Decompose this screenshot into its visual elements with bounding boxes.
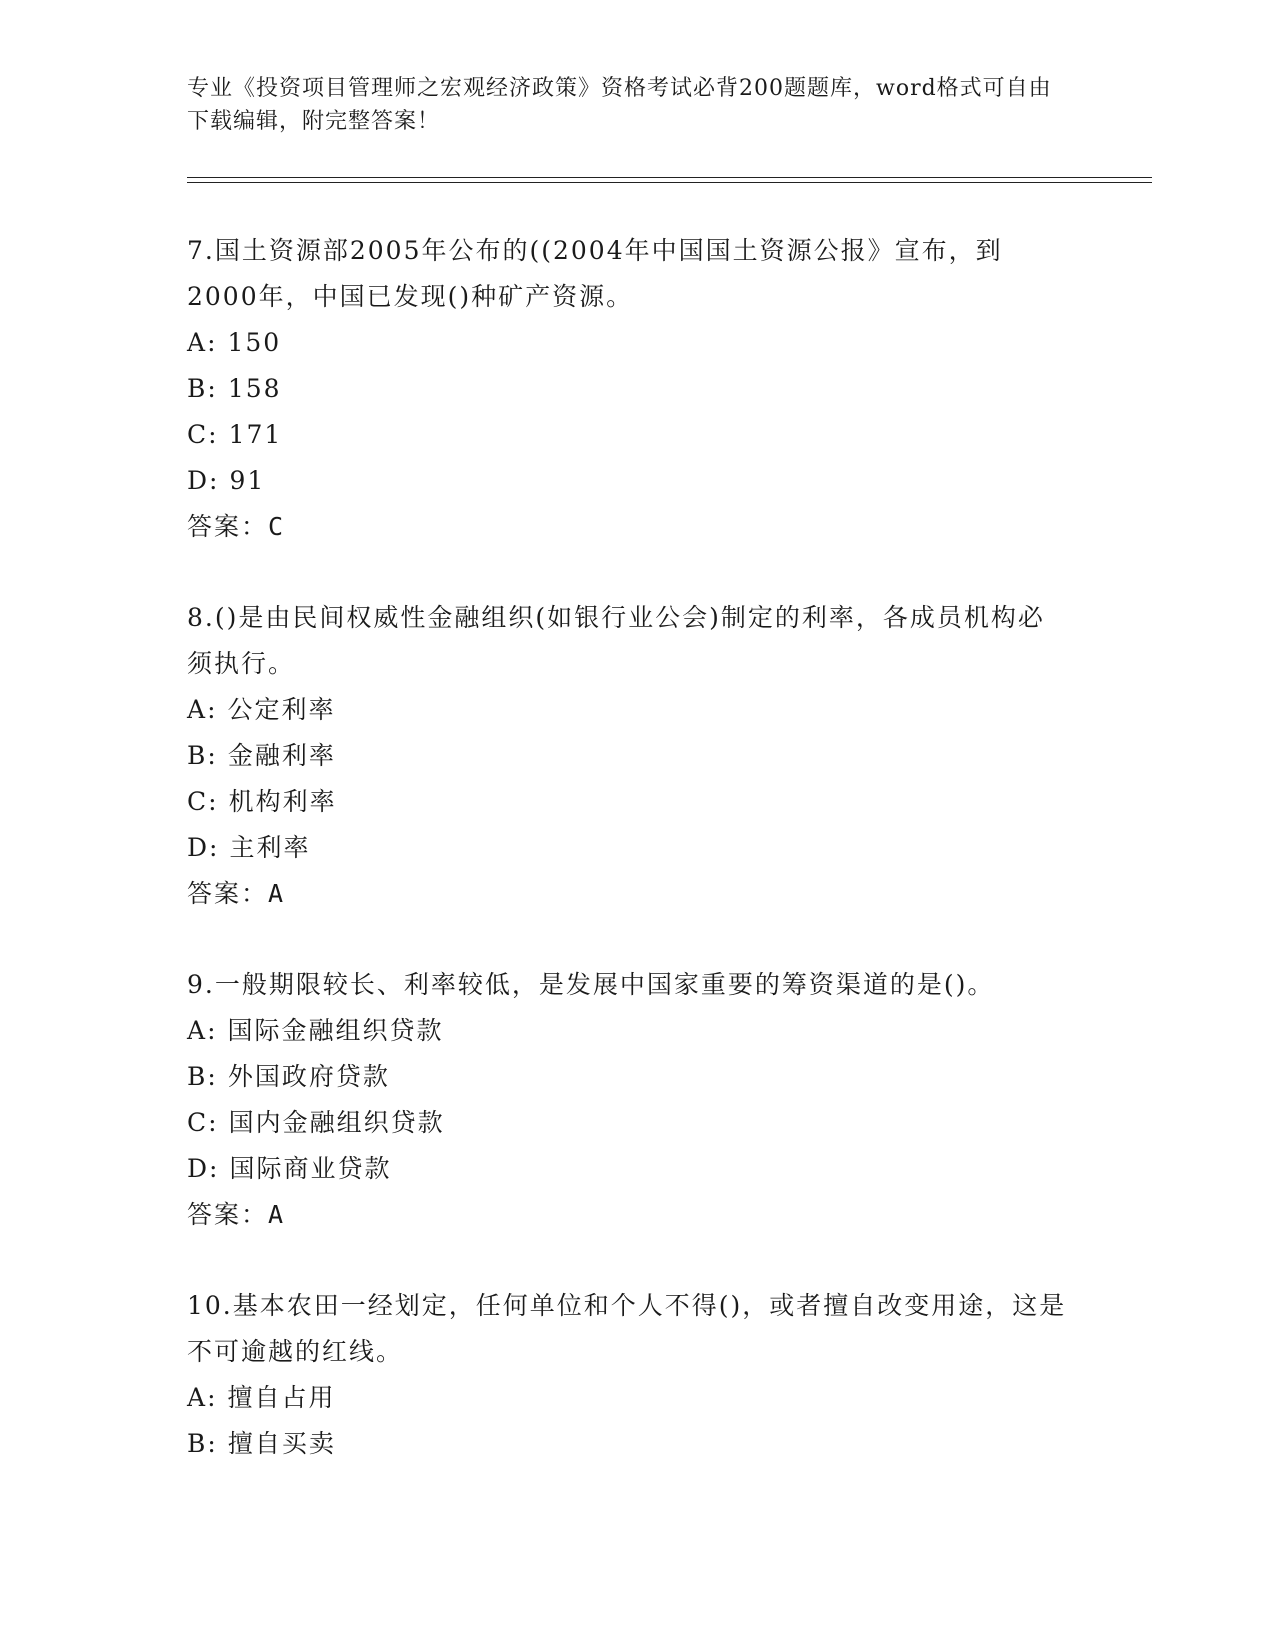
option-list xyxy=(187,687,1067,871)
answer-value: A xyxy=(268,879,286,908)
answer-line xyxy=(187,504,1067,550)
option-text: 外国政府贷款 xyxy=(227,1062,390,1091)
option-a xyxy=(187,1008,1067,1054)
option-separator: : xyxy=(208,1108,219,1137)
option-text: 150 xyxy=(227,328,282,357)
option-text: 擅自占用 xyxy=(227,1383,336,1412)
option-text: 158 xyxy=(227,374,282,403)
option-a xyxy=(187,1375,1067,1421)
answer-label: 答案： xyxy=(187,1200,269,1229)
option-b xyxy=(187,733,1067,779)
option-text: 主利率 xyxy=(229,833,311,862)
option-text: 171 xyxy=(228,420,283,449)
option-key: A xyxy=(187,328,208,357)
option-key: C xyxy=(187,420,209,449)
answer-line xyxy=(187,1192,1067,1238)
option-separator: : xyxy=(208,420,219,449)
question-stem: 9.一般期限较长、利率较低，是发展中国家重要的筹资渠道的是()。 xyxy=(187,970,995,999)
option-d xyxy=(187,1146,1067,1192)
option-list xyxy=(187,1008,1067,1192)
question-stem: 8.()是由民间权威性金融组织(如银行业公会)制定的利率，各成员机构必须执行。 xyxy=(187,603,1045,678)
option-key: A xyxy=(187,1383,208,1412)
option-d xyxy=(187,825,1067,871)
option-separator: : xyxy=(207,1383,218,1412)
option-separator: : xyxy=(207,741,218,770)
option-key: B xyxy=(187,1062,208,1091)
option-text: 国际金融组织贷款 xyxy=(227,1016,444,1045)
option-separator: : xyxy=(209,466,220,495)
option-key: D xyxy=(187,1154,210,1183)
document-header: 专业《投资项目管理师之宏观经济政策》资格考试必背200题题库，word格式可自由下载编辑，附完整答案！ xyxy=(187,76,1052,134)
option-a xyxy=(187,687,1067,733)
option-list xyxy=(187,1375,1067,1467)
option-key: B xyxy=(187,1429,208,1458)
option-c xyxy=(187,412,1067,458)
answer-label: 答案： xyxy=(187,879,269,908)
option-key: C xyxy=(187,787,209,816)
option-d xyxy=(187,458,1067,504)
header-rule-bottom xyxy=(187,182,1152,183)
option-separator: : xyxy=(209,833,220,862)
option-text: 擅自买卖 xyxy=(227,1429,336,1458)
option-separator: : xyxy=(207,1062,218,1091)
answer-value: A xyxy=(268,1200,286,1229)
option-text: 国内金融组织贷款 xyxy=(228,1108,445,1137)
header-rule-top xyxy=(187,177,1152,178)
option-separator: : xyxy=(207,374,218,403)
option-separator: : xyxy=(207,1016,218,1045)
option-key: B xyxy=(187,374,208,403)
option-c xyxy=(187,779,1067,825)
option-separator: : xyxy=(209,1154,220,1183)
option-c xyxy=(187,1100,1067,1146)
option-text: 91 xyxy=(229,466,266,495)
option-key: D xyxy=(187,466,210,495)
question-stem: 7.国土资源部2005年公布的((2004年中国国土资源公报》宣布，到2000年，中国已发现()种矿产资源。 xyxy=(187,236,1003,311)
option-separator: : xyxy=(207,328,218,357)
option-list xyxy=(187,320,1067,504)
option-a xyxy=(187,320,1067,366)
option-b xyxy=(187,1054,1067,1100)
question-9 xyxy=(187,962,1067,1238)
question-7 xyxy=(187,228,1067,550)
option-key: A xyxy=(187,695,208,724)
option-text: 公定利率 xyxy=(227,695,336,724)
option-separator: : xyxy=(208,787,219,816)
question-stem: 10.基本农田一经划定，任何单位和个人不得()，或者擅自改变用途，这是不可逾越的红线。 xyxy=(187,1291,1067,1366)
answer-line xyxy=(187,871,1067,917)
question-list xyxy=(187,228,1067,1512)
option-separator: : xyxy=(207,1429,218,1458)
option-key: A xyxy=(187,1016,208,1045)
answer-value: C xyxy=(268,512,286,541)
option-text: 机构利率 xyxy=(228,787,337,816)
option-text: 金融利率 xyxy=(227,741,336,770)
option-b xyxy=(187,1421,1067,1467)
option-b xyxy=(187,366,1067,412)
question-10 xyxy=(187,1283,1067,1467)
option-text: 国际商业贷款 xyxy=(229,1154,392,1183)
option-separator: : xyxy=(207,695,218,724)
option-key: C xyxy=(187,1108,209,1137)
option-key: D xyxy=(187,833,210,862)
question-8 xyxy=(187,595,1067,917)
option-key: B xyxy=(187,741,208,770)
answer-label: 答案： xyxy=(187,512,269,541)
